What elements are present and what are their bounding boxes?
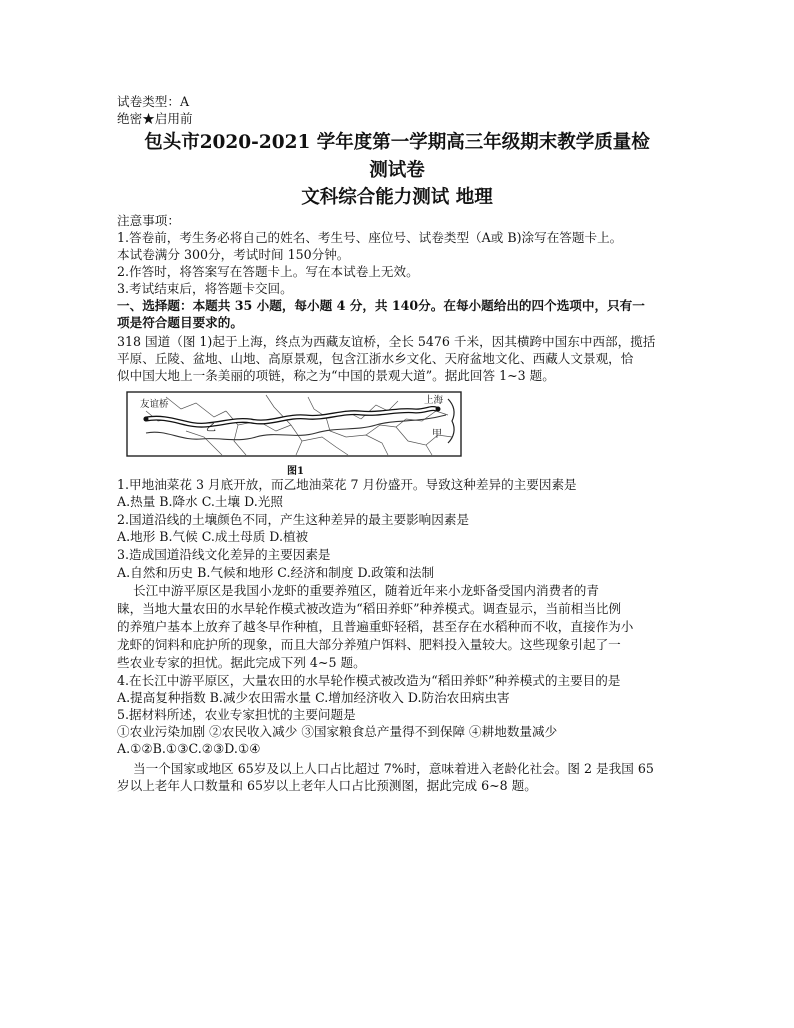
map-frame [127, 392, 461, 456]
label-shanghai: 上海 [424, 395, 444, 406]
question-options: A.提高复种指数 B.减少农田需水量 C.增加经济收入 D.防治农田病虫害 [117, 690, 510, 705]
exam-title-line2: 测试卷 [369, 160, 425, 181]
passage-line: 长江中游平原区是我国小龙虾的重要养殖区，随着近年来小龙虾备受国内消费者的青 [133, 583, 599, 598]
exam-subject-title: 文科综合能力测试 地理 [301, 187, 493, 208]
note-item: 1.答卷前，考生务必将自己的姓名、考生号、座位号、试卷类型（A或 B)涂写在答题卡上。 [117, 230, 623, 245]
question-stem: 2.国道沿线的土壤颜色不同，产生这种差异的最主要影响因素是 [117, 512, 470, 527]
question-stem: 5.据材料所述，农业专家担忧的主要问题是 [117, 707, 356, 722]
figure-caption: 图1 [287, 466, 304, 477]
passage-line: 当一个国家或地区 65岁及以上人口占比超过 7%时，意味着进入老龄化社会。图 2 是我国 65 [133, 761, 654, 776]
exam-title-line1: 包头市2020-2021 学年度第一学期高三年级期末教学质量检 [144, 132, 650, 153]
question-options: A.地形 B.气候 C.成土母质 D.植被 [117, 529, 309, 544]
question-stem: 3.造成国道沿线文化差异的主要因素是 [117, 547, 331, 562]
passage-line: 些农业专家的担忧。据此完成下列 4~5 题。 [117, 655, 366, 670]
youyiqiao-point [144, 417, 149, 422]
route-318-map [126, 391, 462, 457]
label-youyiqiao: 友谊桥 [140, 399, 169, 410]
label-yi: 乙 [206, 423, 216, 434]
note-item: 本试卷满分 300分，考试时间 150分钟。 [117, 247, 350, 262]
passage-line: 睐，当地大量农田的水旱轮作模式被改造为“稻田养虾”种养模式。调查显示，当前相当比例 [117, 601, 622, 616]
passage-line: 似中国大地上一条美丽的项链，称之为“中国的景观大道”。据此回答 1~3 题。 [117, 368, 555, 383]
notes-heading: 注意事项： [117, 213, 180, 228]
question-options: A.热量 B.降水 C.土壤 D.光照 [117, 494, 283, 509]
question-statements: ①农业污染加剧 ②农民收入减少 ③国家粮食总产量得不到保障 ④耕地数量减少 [117, 724, 558, 739]
label-jia: 甲 [432, 429, 442, 440]
question-options: A.自然和历史 B.气候和地形 C.经济和制度 D.政策和法制 [117, 565, 435, 580]
passage-line: 岁以上老年人口数量和 65岁以上老年人口占比预测图，据此完成 6~8 题。 [117, 778, 537, 793]
shanghai-point [436, 407, 441, 412]
note-item: 3.考试结束后，将答题卡交回。 [117, 281, 293, 296]
question-stem: 4.在长江中游平原区，大量农田的水旱轮作模式被改造为“稻田养虾”种养模式的主要目的是 [117, 673, 621, 688]
question-options: A.①②B.①③C.②③D.①④ [117, 741, 261, 756]
paper-type: 试卷类型：A [117, 94, 190, 109]
passage-line: 平原、丘陵、盆地、山地、高原景观，包含江浙水乡文化、天府盆地文化、西藏人文景观，恰 [117, 351, 634, 366]
passage-line: 的养殖户基本上放弃了越冬早作种植，且普遍重虾轻稻，甚至存在水稻种而不收，直接作为小 [117, 619, 634, 634]
question-stem: 1.甲地油菜花 3 月底开放，而乙地油菜花 7 月份盛开。导致这种差异的主要因素是 [117, 477, 577, 492]
section-heading: 项是符合题目要求的。 [117, 315, 243, 330]
note-item: 2.作答时，将答案写在答题卡上。写在本试卷上无效。 [117, 264, 419, 279]
section-heading: 一、选择题：本题共 35 小题，每小题 4 分，共 140分。在每小题给出的四个选项中，只有一 [117, 298, 645, 313]
passage-line: 龙虾的饲料和庇护所的现象，而且大部分养殖户饵料、肥料投入量较大。这些现象引起了一 [117, 637, 621, 652]
secret-label: 绝密★启用前 [117, 111, 193, 126]
passage-line: 318 国道（图 1)起于上海，终点为西藏友谊桥，全长 5476 千米，因其横跨中国东中西部，揽括 [117, 334, 656, 349]
